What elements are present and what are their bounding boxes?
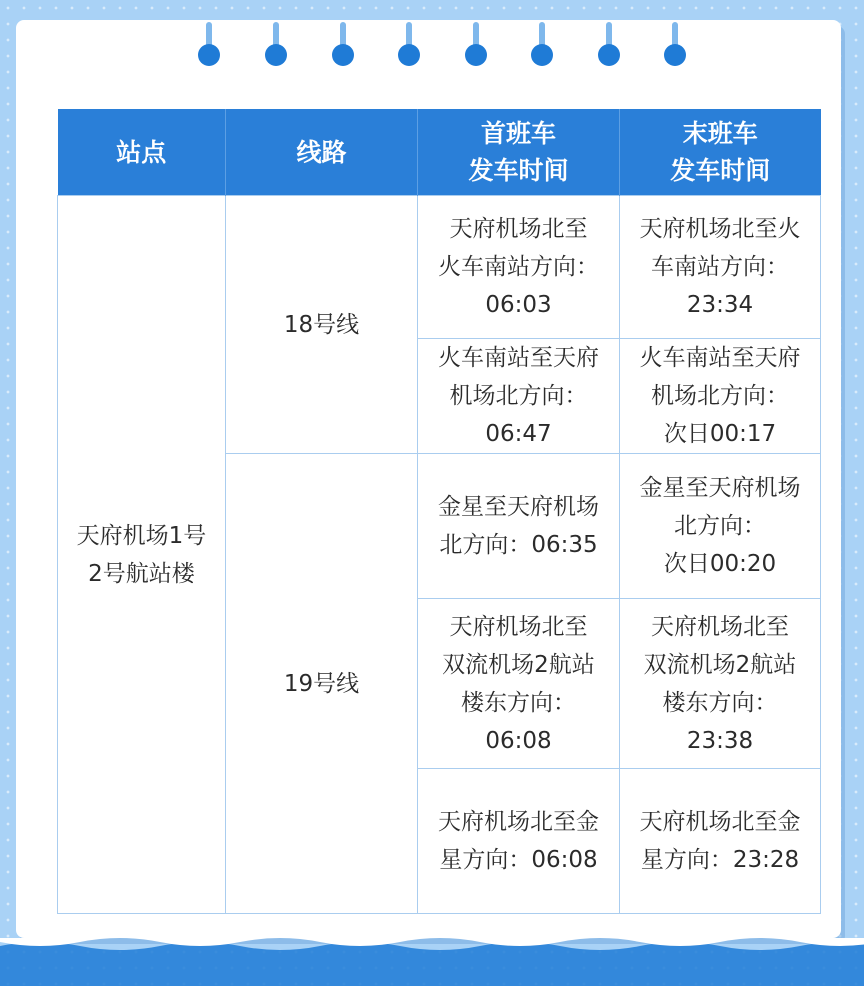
header-last-train: 末班车 发车时间	[620, 109, 821, 196]
binder-ring	[465, 22, 487, 66]
last-train-cell: 天府机场北至金 星方向：23:28	[620, 769, 821, 914]
header-station: 站点	[58, 109, 226, 196]
binder-ring	[332, 22, 354, 66]
first-train-cell: 天府机场北至金 星方向：06:08	[418, 769, 620, 914]
table-header-row	[58, 109, 821, 196]
binder-ring	[198, 22, 220, 66]
torn-edge-decoration	[0, 938, 864, 986]
last-train-cell: 金星至天府机场 北方向： 次日00:20	[620, 454, 821, 599]
first-train-cell: 天府机场北至 火车南站方向： 06:03	[418, 196, 620, 339]
last-train-cell: 天府机场北至 双流机场2航站 楼东方向： 23:38	[620, 599, 821, 769]
binder-ring	[531, 22, 553, 66]
header-first-train: 首班车 发车时间	[418, 109, 620, 196]
binder-ring	[398, 22, 420, 66]
last-train-cell: 天府机场北至火 车南站方向： 23:34	[620, 196, 821, 339]
binder-ring	[598, 22, 620, 66]
first-train-cell: 天府机场北至 双流机场2航站 楼东方向： 06:08	[418, 599, 620, 769]
binder-ring	[664, 22, 686, 66]
station-cell: 天府机场1号 2号航站楼	[58, 196, 226, 914]
binder-rings	[0, 0, 864, 80]
binder-ring	[265, 22, 287, 66]
first-train-cell: 火车南站至天府 机场北方向： 06:47	[418, 339, 620, 454]
header-line: 线路	[226, 109, 418, 196]
last-train-cell: 火车南站至天府 机场北方向： 次日00:17	[620, 339, 821, 454]
line-cell: 18号线	[226, 196, 418, 454]
first-train-cell: 金星至天府机场 北方向：06:35	[418, 454, 620, 599]
table-row	[58, 196, 821, 339]
line-cell: 19号线	[226, 454, 418, 914]
schedule-table	[57, 109, 821, 914]
